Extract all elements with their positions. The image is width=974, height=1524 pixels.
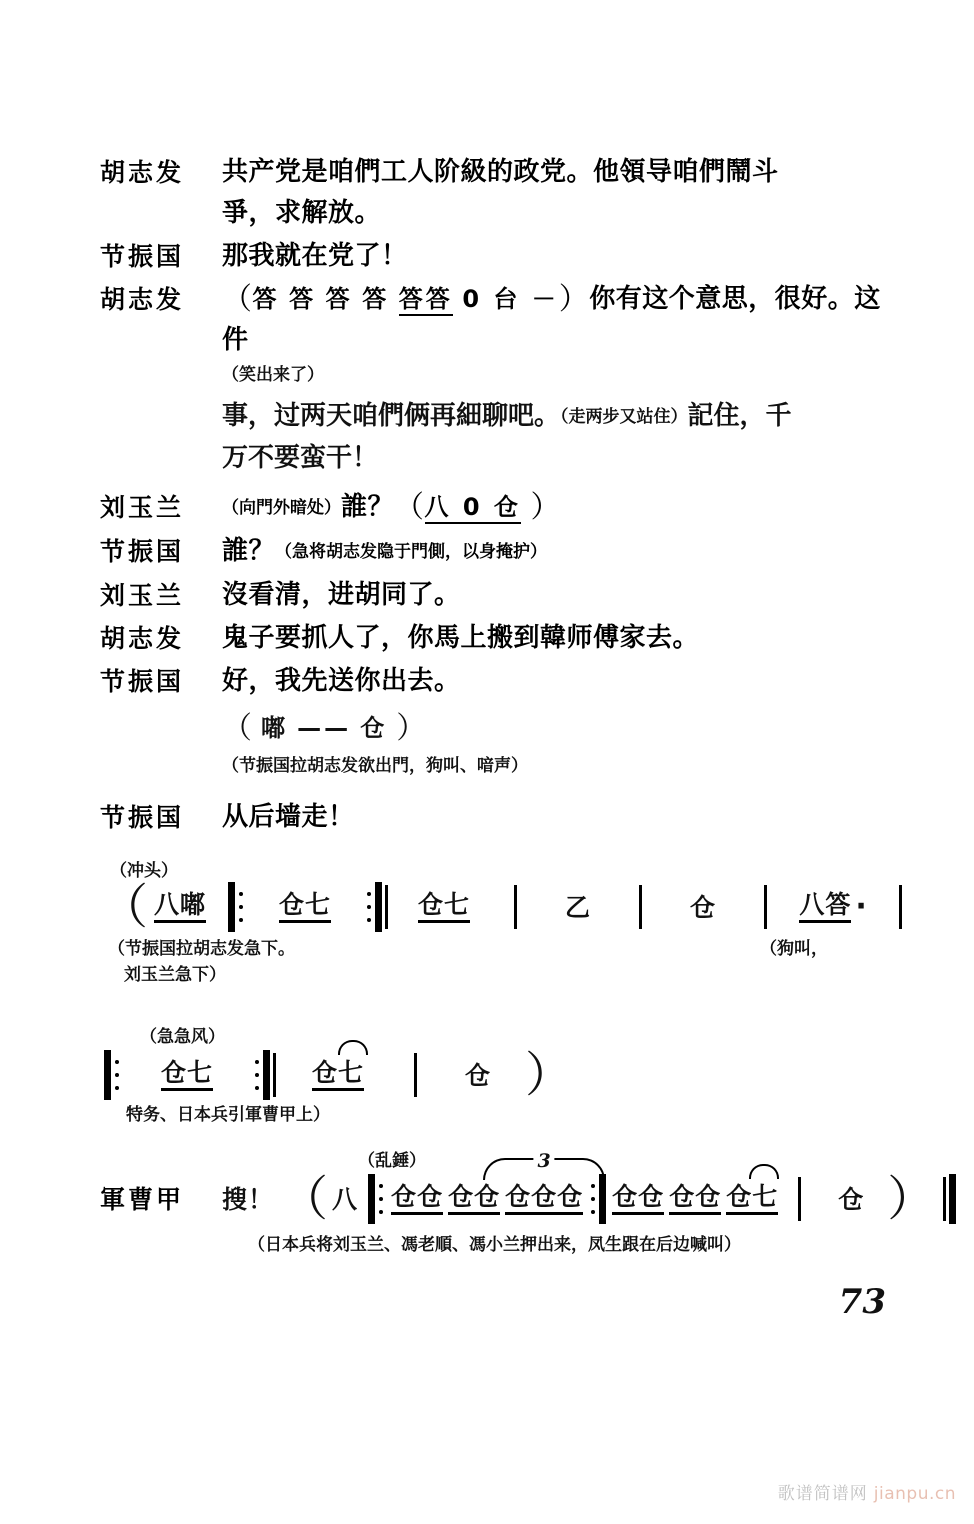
measure bbox=[606, 1181, 784, 1215]
triplet-bracket bbox=[483, 1149, 605, 1180]
speech-text: 沒看清，进胡同了。 bbox=[222, 580, 461, 610]
fermata-group bbox=[726, 1181, 779, 1215]
stage-direction bbox=[108, 936, 295, 988]
barline-thick bbox=[375, 882, 382, 932]
percussion-syllable-beamed: 答 bbox=[426, 285, 453, 316]
percussion-syllable: 仓 bbox=[474, 1184, 500, 1215]
repeat-end-barline bbox=[585, 1174, 606, 1224]
percussion-syllable-beamed: 答 bbox=[399, 285, 426, 316]
stage-direction-right: （狗叫， bbox=[760, 939, 828, 959]
percussion-syllable: 仓 bbox=[690, 892, 717, 922]
speech-text bbox=[222, 152, 900, 234]
barline bbox=[798, 1177, 801, 1221]
staff-row bbox=[100, 878, 902, 936]
dialogue-line bbox=[100, 661, 900, 702]
percussion-tail: 0 台 － bbox=[462, 285, 559, 313]
barline-thick bbox=[104, 1050, 111, 1100]
repeat-start-barline bbox=[104, 1050, 125, 1100]
speaker-name: 胡志发 bbox=[100, 285, 185, 314]
spacer bbox=[100, 479, 900, 487]
dialogue-line bbox=[100, 487, 900, 529]
percussion-syllable: 七 bbox=[305, 892, 331, 923]
stage-direction-inline: （向門外暗处） bbox=[222, 498, 341, 518]
percussion-syllable: 仓 bbox=[669, 1184, 695, 1215]
percussion-close-paren: ） bbox=[530, 490, 561, 525]
measure bbox=[388, 889, 500, 923]
system-open-paren: （ bbox=[280, 1171, 329, 1227]
speaker-name: 刘玉兰 bbox=[100, 581, 185, 610]
stage-direction-line: （节振国拉胡志发急下。 bbox=[108, 939, 295, 959]
speech-text bbox=[222, 487, 900, 529]
barline-thick bbox=[263, 1050, 270, 1100]
system-label: （急急风） bbox=[140, 1027, 225, 1047]
speaker-name: 节振国 bbox=[100, 537, 185, 566]
percussion-syllable: 仓 bbox=[417, 1184, 443, 1215]
percussion-syllable: 答 bbox=[362, 285, 390, 313]
final-barline bbox=[943, 1174, 956, 1224]
speech-text: 好，我先送你出去。 bbox=[222, 666, 461, 696]
percussion-syllable: 仓 bbox=[360, 714, 388, 742]
speech-continuation bbox=[222, 396, 900, 479]
measure bbox=[431, 1060, 525, 1090]
percussion-syllable: 仓 bbox=[612, 1184, 638, 1215]
percussion-syllable: 仓 bbox=[464, 1060, 491, 1090]
percussion-syllable: 乙 bbox=[565, 892, 592, 922]
spacer bbox=[100, 779, 900, 787]
percussion-syllable: 答 bbox=[825, 892, 851, 923]
system-label: （冲头） bbox=[110, 861, 178, 881]
percussion-syllable: 仓 bbox=[418, 892, 444, 923]
repeat-dots bbox=[115, 1060, 119, 1090]
percussion-syllable: 八 bbox=[799, 892, 825, 923]
percussion-system-luanchui bbox=[100, 1149, 956, 1255]
percussion-syllable: 仓 bbox=[448, 1184, 474, 1215]
triplet-group bbox=[505, 1149, 584, 1215]
watermark-domain: jianpu.cn bbox=[873, 1484, 956, 1504]
percussion-close-paren: ） bbox=[558, 282, 590, 317]
system-label: （乱錘） bbox=[358, 1151, 426, 1171]
percussion-system-chongtou bbox=[100, 861, 902, 985]
speech-text bbox=[222, 531, 900, 573]
speech-segment: 万不要蛮干！ bbox=[222, 443, 379, 473]
system-close-paren: ） bbox=[887, 1171, 936, 1227]
barline bbox=[514, 885, 517, 929]
spacer bbox=[100, 388, 900, 396]
percussion-syllable: 仓 bbox=[531, 1184, 557, 1215]
measure bbox=[656, 892, 750, 922]
speech-text: 鬼子要抓人了，你馬上搬到韓师傅家去。 bbox=[222, 623, 700, 653]
speech-text: 从后墙走！ bbox=[222, 802, 355, 832]
barline-thick bbox=[599, 1174, 606, 1224]
stage-direction: （节振国拉胡志发欲出門，狗叫、喑声） bbox=[222, 756, 528, 776]
speaker-name: 刘玉兰 bbox=[100, 493, 185, 522]
percussion-syllable: 答 bbox=[252, 285, 280, 313]
repeat-dots bbox=[255, 1060, 259, 1090]
measure bbox=[531, 892, 625, 922]
measure bbox=[276, 1057, 400, 1091]
percussion-syllable: 答 bbox=[289, 285, 317, 313]
repeat-start-barline bbox=[368, 1174, 389, 1224]
percussion-syllable: 仓 bbox=[557, 1184, 583, 1215]
system-open-paren: （ bbox=[100, 879, 149, 935]
percussion-open-paren: （ bbox=[222, 711, 252, 746]
percussion-syllable: 七 bbox=[444, 892, 470, 923]
staff-row bbox=[104, 1046, 573, 1104]
percussion-syllable: 仓 bbox=[161, 1060, 187, 1091]
percussion-system-jijifeng bbox=[104, 1027, 574, 1125]
repeat-start-barline bbox=[228, 882, 249, 932]
barline bbox=[639, 885, 642, 929]
percussion-phrase bbox=[222, 704, 900, 753]
speech-segment: 事，过两天咱們俩再細聊吧。 bbox=[222, 401, 561, 431]
dialogue-line bbox=[100, 618, 900, 659]
stage-direction: 特务、日本兵引軍曹甲上） bbox=[126, 1105, 330, 1125]
repeat-end-barline bbox=[361, 882, 388, 932]
percussion-syllable: 仓 bbox=[312, 1060, 338, 1091]
percussion-close-paren: ） bbox=[396, 711, 427, 746]
percussion-open-paren: （ bbox=[394, 490, 425, 525]
dialogue-line bbox=[100, 531, 900, 573]
measure bbox=[125, 1057, 249, 1091]
measure bbox=[815, 1184, 887, 1214]
speech-segment: 共产党是咱們工人阶級的政党。他領导咱們鬧斗 bbox=[222, 157, 779, 187]
stage-direction: （笑出来了） bbox=[222, 365, 324, 385]
barline-thick bbox=[368, 1174, 375, 1224]
repeat-dots bbox=[239, 892, 243, 922]
measure bbox=[781, 889, 885, 924]
percussion-open-paren: （ bbox=[222, 282, 253, 317]
triplet-number: 3 bbox=[534, 1150, 555, 1172]
percussion-syllable: 嘟 bbox=[180, 892, 206, 923]
measure bbox=[249, 889, 361, 923]
speech-text: 那我就在党了！ bbox=[222, 241, 408, 271]
speech-segment: 爭，求解放。 bbox=[222, 198, 382, 228]
percussion-syllable: 七 bbox=[338, 1060, 364, 1091]
system-close-paren: ） bbox=[525, 1047, 574, 1103]
spoken-word: 搜！ bbox=[222, 1184, 275, 1214]
percussion-inline: 八 0 仓 bbox=[425, 493, 521, 524]
percussion-syllable: 七 bbox=[187, 1060, 213, 1091]
percussion-syllable: 仓 bbox=[279, 892, 305, 923]
speech-segment: 誰？ bbox=[222, 536, 276, 566]
percussion-syllable: 八 bbox=[154, 892, 180, 923]
repeat-end-barline bbox=[249, 1050, 276, 1100]
percussion-syllable: 仓 bbox=[838, 1184, 865, 1214]
percussion-syllable: 七 bbox=[752, 1184, 778, 1215]
speaker-name: 胡志发 bbox=[100, 158, 185, 187]
dialogue-line bbox=[100, 152, 900, 234]
augmentation-dot: · bbox=[855, 889, 867, 924]
barline bbox=[943, 1177, 946, 1221]
speaker-name: 节振国 bbox=[100, 242, 185, 271]
stage-direction-inline: （急将胡志发隐于門側，以身掩护） bbox=[275, 542, 548, 562]
percussion-syllable: 仓 bbox=[726, 1184, 752, 1215]
barline bbox=[899, 885, 902, 929]
percussion-sustain-dash: —— bbox=[297, 714, 352, 742]
percussion-syllable: 仓 bbox=[638, 1184, 664, 1215]
speech-segment: 記住，千 bbox=[687, 401, 792, 431]
speech-segment: 你有这个意思，很好。这件 bbox=[222, 284, 881, 355]
fermata-icon bbox=[338, 1040, 368, 1055]
repeat-dots bbox=[591, 1184, 595, 1214]
dialogue-line bbox=[100, 575, 900, 616]
percussion-syllable: 仓 bbox=[391, 1184, 417, 1215]
pickup-group bbox=[154, 889, 207, 923]
speech-segment: 誰？ bbox=[341, 492, 395, 522]
speaker-name: 胡志发 bbox=[100, 624, 185, 653]
stage-direction-line: 刘玉兰急下） bbox=[124, 965, 226, 985]
page-number: 73 bbox=[838, 1282, 886, 1322]
barline-thick bbox=[949, 1174, 956, 1224]
percussion-syllable: 八 bbox=[332, 1184, 359, 1214]
watermark bbox=[778, 1479, 956, 1504]
dialogue-script bbox=[100, 152, 900, 840]
speaker-name: 軍曹甲 bbox=[100, 1184, 185, 1214]
barline bbox=[414, 1053, 417, 1097]
dialogue-line bbox=[100, 236, 900, 277]
stage-direction-inline: （走两步又站住） bbox=[560, 407, 688, 427]
barline bbox=[764, 885, 767, 929]
percussion-syllable: 仓 bbox=[505, 1184, 531, 1215]
dialogue-line bbox=[100, 797, 900, 838]
speaker-name: 节振国 bbox=[100, 803, 185, 832]
percussion-syllable: 答 bbox=[325, 285, 353, 313]
stage-direction: （日本兵将刘玉兰、馮老順、馮小兰押出来，凤生跟在后边喊叫） bbox=[248, 1235, 741, 1255]
speaker-name: 节振国 bbox=[100, 667, 185, 696]
dialogue-line bbox=[100, 279, 900, 360]
repeat-dots bbox=[367, 892, 371, 922]
repeat-dots bbox=[379, 1184, 383, 1214]
barline-thick bbox=[228, 882, 235, 932]
watermark-site-name: 歌谱简谱网 bbox=[777, 1484, 868, 1504]
speech-text bbox=[222, 279, 900, 360]
fermata-icon bbox=[749, 1164, 779, 1179]
percussion-syllable: 嘟 bbox=[261, 714, 289, 742]
percussion-syllable: 仓 bbox=[695, 1184, 721, 1215]
